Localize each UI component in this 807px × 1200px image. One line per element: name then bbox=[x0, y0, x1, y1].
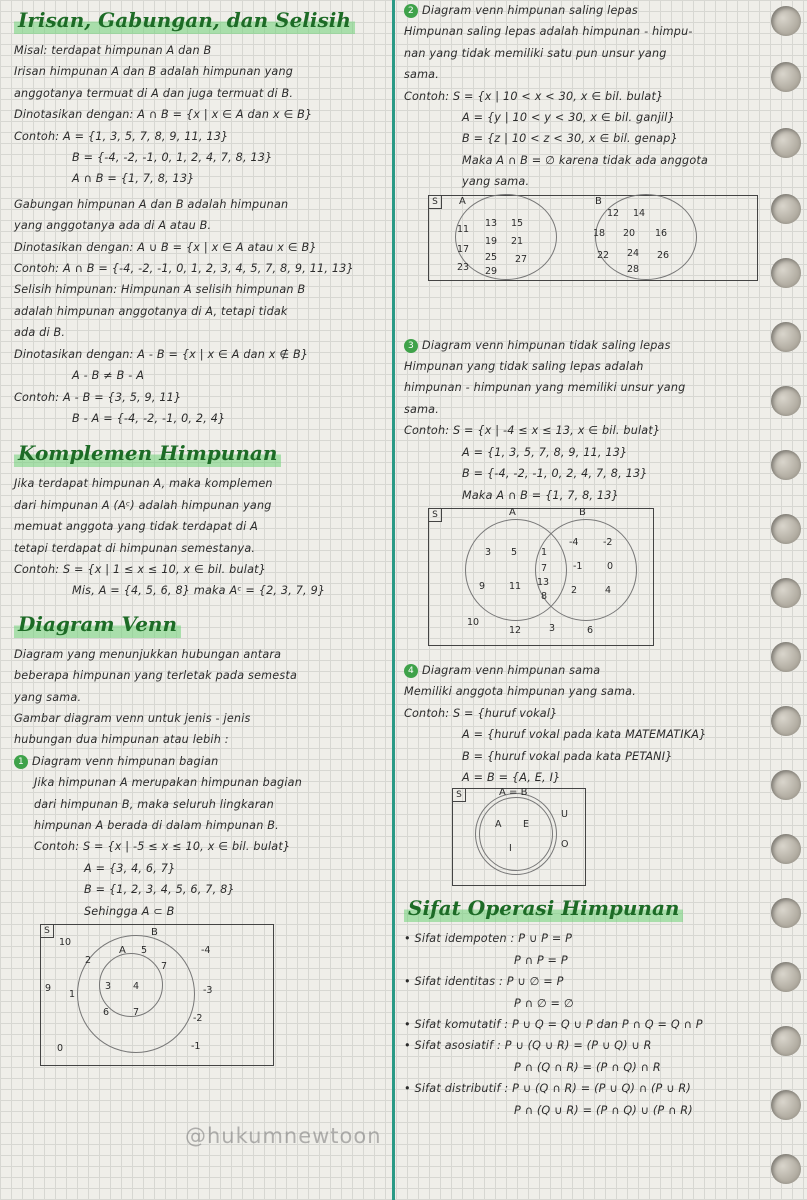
element: -1 bbox=[573, 560, 583, 572]
text-line: P ∩ (Q ∪ R) = (P ∩ Q) ∪ (P ∩ R) bbox=[514, 1103, 693, 1117]
text-line: Selisih himpunan: Himpunan A selisih himpunan B bbox=[14, 283, 306, 297]
text-line: A = {3, 4, 6, 7} bbox=[84, 861, 176, 875]
element: 17 bbox=[457, 243, 470, 255]
element: 4 bbox=[133, 981, 140, 993]
element: 7 bbox=[133, 1007, 140, 1019]
number-badge: 4 bbox=[404, 664, 418, 678]
binding-hole bbox=[771, 386, 801, 416]
element: 27 bbox=[515, 253, 528, 265]
element: 2 bbox=[571, 584, 578, 596]
number-badge: 2 bbox=[404, 4, 418, 18]
text-line: hubungan dua himpunan atau lebih : bbox=[14, 733, 229, 747]
element: 10 bbox=[59, 937, 72, 949]
venn-diagram-equal bbox=[452, 788, 586, 886]
element: 2 bbox=[85, 955, 92, 967]
text-line: Contoh: S = {x | -4 ≤ x ≤ 13, x ∈ bil. bulat} bbox=[404, 424, 661, 438]
element: 6 bbox=[587, 624, 594, 636]
element: 1 bbox=[69, 989, 76, 1001]
element: 7 bbox=[541, 562, 548, 574]
text-line: Contoh: A - B = {3, 5, 9, 11} bbox=[14, 390, 182, 404]
heading-diagram-venn: Diagram Venn bbox=[14, 610, 181, 638]
element: 23 bbox=[457, 261, 470, 273]
text-line: A = {huruf vokal pada kata MATEMATIKA} bbox=[462, 728, 707, 742]
binding-hole bbox=[771, 6, 801, 36]
set-ab-label: A = B bbox=[499, 787, 528, 799]
number-badge: 3 bbox=[404, 339, 418, 353]
element: 11 bbox=[457, 223, 470, 235]
text-line: anggotanya termuat di A dan juga termuat di B. bbox=[14, 86, 294, 100]
text-line: himpunan A berada di dalam himpunan B. bbox=[34, 819, 279, 832]
element: 25 bbox=[485, 251, 498, 263]
binding-hole bbox=[771, 322, 801, 352]
element: 10 bbox=[467, 616, 480, 628]
circle-ab-inner bbox=[479, 797, 553, 871]
number-badge: 1 bbox=[14, 755, 28, 769]
binding-hole bbox=[771, 1026, 801, 1056]
text-line: nan yang tidak memiliki satu pun unsur yang bbox=[404, 46, 667, 60]
universal-set-label: S bbox=[41, 925, 54, 938]
text-line: B - A = {-4, -2, -1, 0, 2, 4} bbox=[72, 411, 226, 425]
element: 3 bbox=[105, 981, 112, 993]
text-line: B = {1, 2, 3, 4, 5, 6, 7, 8} bbox=[84, 883, 235, 897]
text-line: himpunan - himpunan yang memiliki unsur yang bbox=[404, 381, 686, 395]
text-line: P ∩ P = P bbox=[514, 953, 568, 967]
binding-hole bbox=[771, 642, 801, 672]
text-line: Irisan himpunan A dan B adalah himpunan yang bbox=[14, 65, 294, 79]
item-title-text: Diagram venn himpunan sama bbox=[422, 663, 601, 677]
element: -2 bbox=[603, 536, 613, 548]
text-line: tetapi terdapat di himpunan semestanya. bbox=[14, 541, 256, 555]
item-title bbox=[404, 660, 764, 681]
text-line: Maka A ∩ B = ∅ karena tidak ada anggota bbox=[462, 153, 709, 167]
element: 22 bbox=[597, 249, 610, 261]
element: O bbox=[561, 839, 569, 851]
text-line: Misal: terdapat himpunan A dan B bbox=[14, 44, 212, 57]
circle-b bbox=[535, 519, 637, 621]
set-b-label: B bbox=[579, 506, 586, 518]
element: 0 bbox=[57, 1043, 64, 1055]
element: 28 bbox=[627, 263, 640, 275]
binding-hole bbox=[771, 962, 801, 992]
text-line: Dinotasikan dengan: A - B = {x | x ∈ A dan x ∉ B} bbox=[14, 347, 309, 361]
element: -4 bbox=[201, 945, 211, 957]
element: 24 bbox=[627, 247, 640, 259]
text-line: ada di B. bbox=[14, 326, 66, 340]
element: 12 bbox=[509, 624, 522, 636]
element: 14 bbox=[633, 207, 646, 219]
element: 15 bbox=[511, 217, 524, 229]
text-line: • Sifat asosiatif : P ∪ (Q ∪ R) = (P ∪ Q) ∪ R bbox=[404, 1039, 652, 1053]
element: 8 bbox=[541, 590, 548, 602]
binding-hole bbox=[771, 898, 801, 928]
binding-hole bbox=[771, 706, 801, 736]
element: -1 bbox=[191, 1041, 201, 1053]
text-line: adalah himpunan anggotanya di A, tetapi tidak bbox=[14, 304, 288, 318]
text-line: Mis, A = {4, 5, 6, 8} maka Aᶜ = {2, 3, 7, 9} bbox=[72, 584, 326, 598]
text-line: beberapa himpunan yang terletak pada semesta bbox=[14, 669, 298, 683]
text-line: B = {huruf vokal pada kata PETANI} bbox=[462, 749, 673, 763]
text-line: P ∩ (Q ∩ R) = (P ∩ Q) ∩ R bbox=[514, 1060, 661, 1074]
text-line: Diagram yang menunjukkan hubungan antara bbox=[14, 647, 282, 661]
text-line: Contoh: S = {x | 1 ≤ x ≤ 10, x ∈ bil. bulat} bbox=[14, 562, 267, 576]
universal-set-label: S bbox=[429, 196, 442, 209]
element: E bbox=[523, 819, 530, 831]
binding-hole bbox=[771, 1090, 801, 1120]
binding-hole bbox=[771, 578, 801, 608]
element: 9 bbox=[479, 580, 486, 592]
watermark: @hukumnewtoon bbox=[185, 1124, 382, 1148]
element: U bbox=[561, 809, 568, 821]
text-line: B = {-4, -2, -1, 0, 1, 2, 4, 7, 8, 13} bbox=[72, 151, 273, 165]
set-a-label: A bbox=[509, 506, 516, 518]
binding-hole bbox=[771, 194, 801, 224]
set-a-label: A bbox=[119, 945, 126, 957]
text-line: P ∩ ∅ = ∅ bbox=[514, 996, 574, 1010]
element: 13 bbox=[537, 576, 550, 588]
element: 7 bbox=[161, 961, 168, 973]
binding-hole bbox=[771, 514, 801, 544]
text-line: Contoh: A ∩ B = {-4, -2, -1, 0, 1, 2, 3, 4, 5, 7, 8, 9, 11, 13} bbox=[14, 262, 354, 276]
set-b-label: B bbox=[151, 927, 158, 939]
element: -3 bbox=[203, 985, 213, 997]
text-line: B = {-4, -2, -1, 0, 2, 4, 7, 8, 13} bbox=[462, 467, 648, 481]
circle-a bbox=[455, 194, 557, 280]
element: 16 bbox=[655, 227, 668, 239]
element: 3 bbox=[549, 622, 556, 634]
item-title bbox=[14, 751, 384, 772]
item-title bbox=[404, 335, 764, 356]
text-line: yang sama. bbox=[14, 690, 82, 704]
binding-hole bbox=[771, 258, 801, 288]
text-line: sama. bbox=[404, 402, 439, 416]
element: 18 bbox=[593, 227, 606, 239]
binding-hole bbox=[771, 128, 801, 158]
item-title-text: Diagram venn himpunan saling lepas bbox=[422, 4, 638, 17]
element: 5 bbox=[511, 546, 518, 558]
element: 20 bbox=[623, 227, 636, 239]
heading-komplemen: Komplemen Himpunan bbox=[14, 439, 281, 467]
element: 3 bbox=[485, 546, 492, 558]
element: 13 bbox=[485, 217, 498, 229]
element: 29 bbox=[485, 265, 498, 277]
text-line: A = {1, 3, 5, 7, 8, 9, 11, 13} bbox=[462, 445, 628, 459]
text-line: Gabungan himpunan A dan B adalah himpunan bbox=[14, 197, 289, 211]
circle-b bbox=[595, 194, 697, 280]
element: 0 bbox=[607, 560, 614, 572]
element: 12 bbox=[607, 207, 620, 219]
element: 1 bbox=[541, 546, 548, 558]
text-line: sama. bbox=[404, 68, 439, 82]
left-column bbox=[14, 2, 384, 1066]
text-line: B = {z | 10 < z < 30, x ∈ bil. genap} bbox=[462, 132, 678, 146]
universal-set-label: S bbox=[453, 789, 466, 802]
binding-hole bbox=[771, 1154, 801, 1184]
text-line: Dinotasikan dengan: A ∪ B = {x | x ∈ A atau x ∈ B} bbox=[14, 240, 317, 254]
item-title-text: Diagram venn himpunan tidak saling lepas bbox=[422, 338, 671, 352]
text-line: Dinotasikan dengan: A ∩ B = {x | x ∈ A dan x ∈ B} bbox=[14, 108, 313, 122]
text-line: • Sifat idempoten : P ∪ P = P bbox=[404, 932, 573, 946]
element: 19 bbox=[485, 235, 498, 247]
item-title-text: Diagram venn himpunan bagian bbox=[32, 754, 219, 768]
text-line: Gambar diagram venn untuk jenis - jenis bbox=[14, 711, 251, 725]
text-line: Maka A ∩ B = {1, 7, 8, 13} bbox=[462, 488, 619, 502]
element: A bbox=[495, 819, 502, 831]
heading-irisan: Irisan, Gabungan, dan Selisih bbox=[14, 6, 355, 34]
element: 21 bbox=[511, 235, 524, 247]
venn-diagram-subset bbox=[40, 924, 274, 1066]
text-line: A ∩ B = {1, 7, 8, 13} bbox=[72, 172, 195, 186]
binding-hole bbox=[771, 62, 801, 92]
text-line: memuat anggota yang tidak terdapat di A bbox=[14, 520, 259, 534]
heading-sifat-operasi: Sifat Operasi Himpunan bbox=[404, 894, 683, 922]
item-title bbox=[404, 0, 764, 21]
text-line: Contoh: S = {x | 10 < x < 30, x ∈ bil. bulat} bbox=[404, 89, 664, 103]
column-divider bbox=[392, 0, 395, 1200]
text-line: • Sifat komutatif : P ∪ Q = Q ∪ P dan P ∩ Q = Q ∩ P bbox=[404, 1017, 703, 1031]
text-line: Jika himpunan A merupakan himpunan bagian bbox=[34, 776, 302, 790]
element: 6 bbox=[103, 1007, 110, 1019]
text-line: • Sifat identitas : P ∪ ∅ = P bbox=[404, 975, 564, 989]
text-line: Contoh: S = {x | -5 ≤ x ≤ 10, x ∈ bil. bulat} bbox=[34, 840, 291, 854]
element: -2 bbox=[193, 1013, 203, 1025]
element: 5 bbox=[141, 945, 148, 957]
set-b-label: B bbox=[595, 195, 602, 207]
text-line: Memiliki anggota himpunan yang sama. bbox=[404, 685, 636, 699]
text-line: Himpunan yang tidak saling lepas adalah bbox=[404, 360, 644, 374]
element: 4 bbox=[605, 584, 612, 596]
venn-diagram-overlap bbox=[428, 508, 654, 646]
set-a-label: A bbox=[459, 195, 466, 207]
text-line: A = {y | 10 < y < 30, x ∈ bil. ganjil} bbox=[462, 111, 675, 125]
binding-hole bbox=[771, 770, 801, 800]
text-line: dari himpunan A (Aᶜ) adalah himpunan yang bbox=[14, 498, 272, 512]
element: -4 bbox=[569, 536, 579, 548]
universal-set-label: S bbox=[429, 509, 442, 522]
element: 11 bbox=[509, 580, 522, 592]
text-line: • Sifat distributif : P ∪ (Q ∩ R) = (P ∪ Q) ∩ (P ∪ R) bbox=[404, 1082, 691, 1096]
text-line: A = B = {A, E, I} bbox=[462, 770, 561, 784]
element: 26 bbox=[657, 249, 670, 261]
binding-hole bbox=[771, 450, 801, 480]
right-column bbox=[404, 0, 764, 1121]
venn-diagram-disjoint bbox=[428, 195, 758, 281]
element: I bbox=[509, 843, 512, 855]
text-line: Himpunan saling lepas adalah himpunan - himpu- bbox=[404, 25, 693, 39]
text-line: Contoh: S = {huruf vokal} bbox=[404, 706, 558, 720]
text-line: Sehingga A ⊂ B bbox=[84, 904, 175, 918]
text-line: yang anggotanya ada di A atau B. bbox=[14, 219, 212, 233]
binding-hole bbox=[771, 834, 801, 864]
text-line: Jika terdapat himpunan A, maka komplemen bbox=[14, 477, 273, 491]
text-line: yang sama. bbox=[462, 175, 530, 189]
text-line: A - B ≠ B - A bbox=[72, 369, 145, 383]
text-line: dari himpunan B, maka seluruh lingkaran bbox=[34, 797, 274, 811]
text-line: Contoh: A = {1, 3, 5, 7, 8, 9, 11, 13} bbox=[14, 129, 229, 143]
element: 9 bbox=[45, 983, 52, 995]
